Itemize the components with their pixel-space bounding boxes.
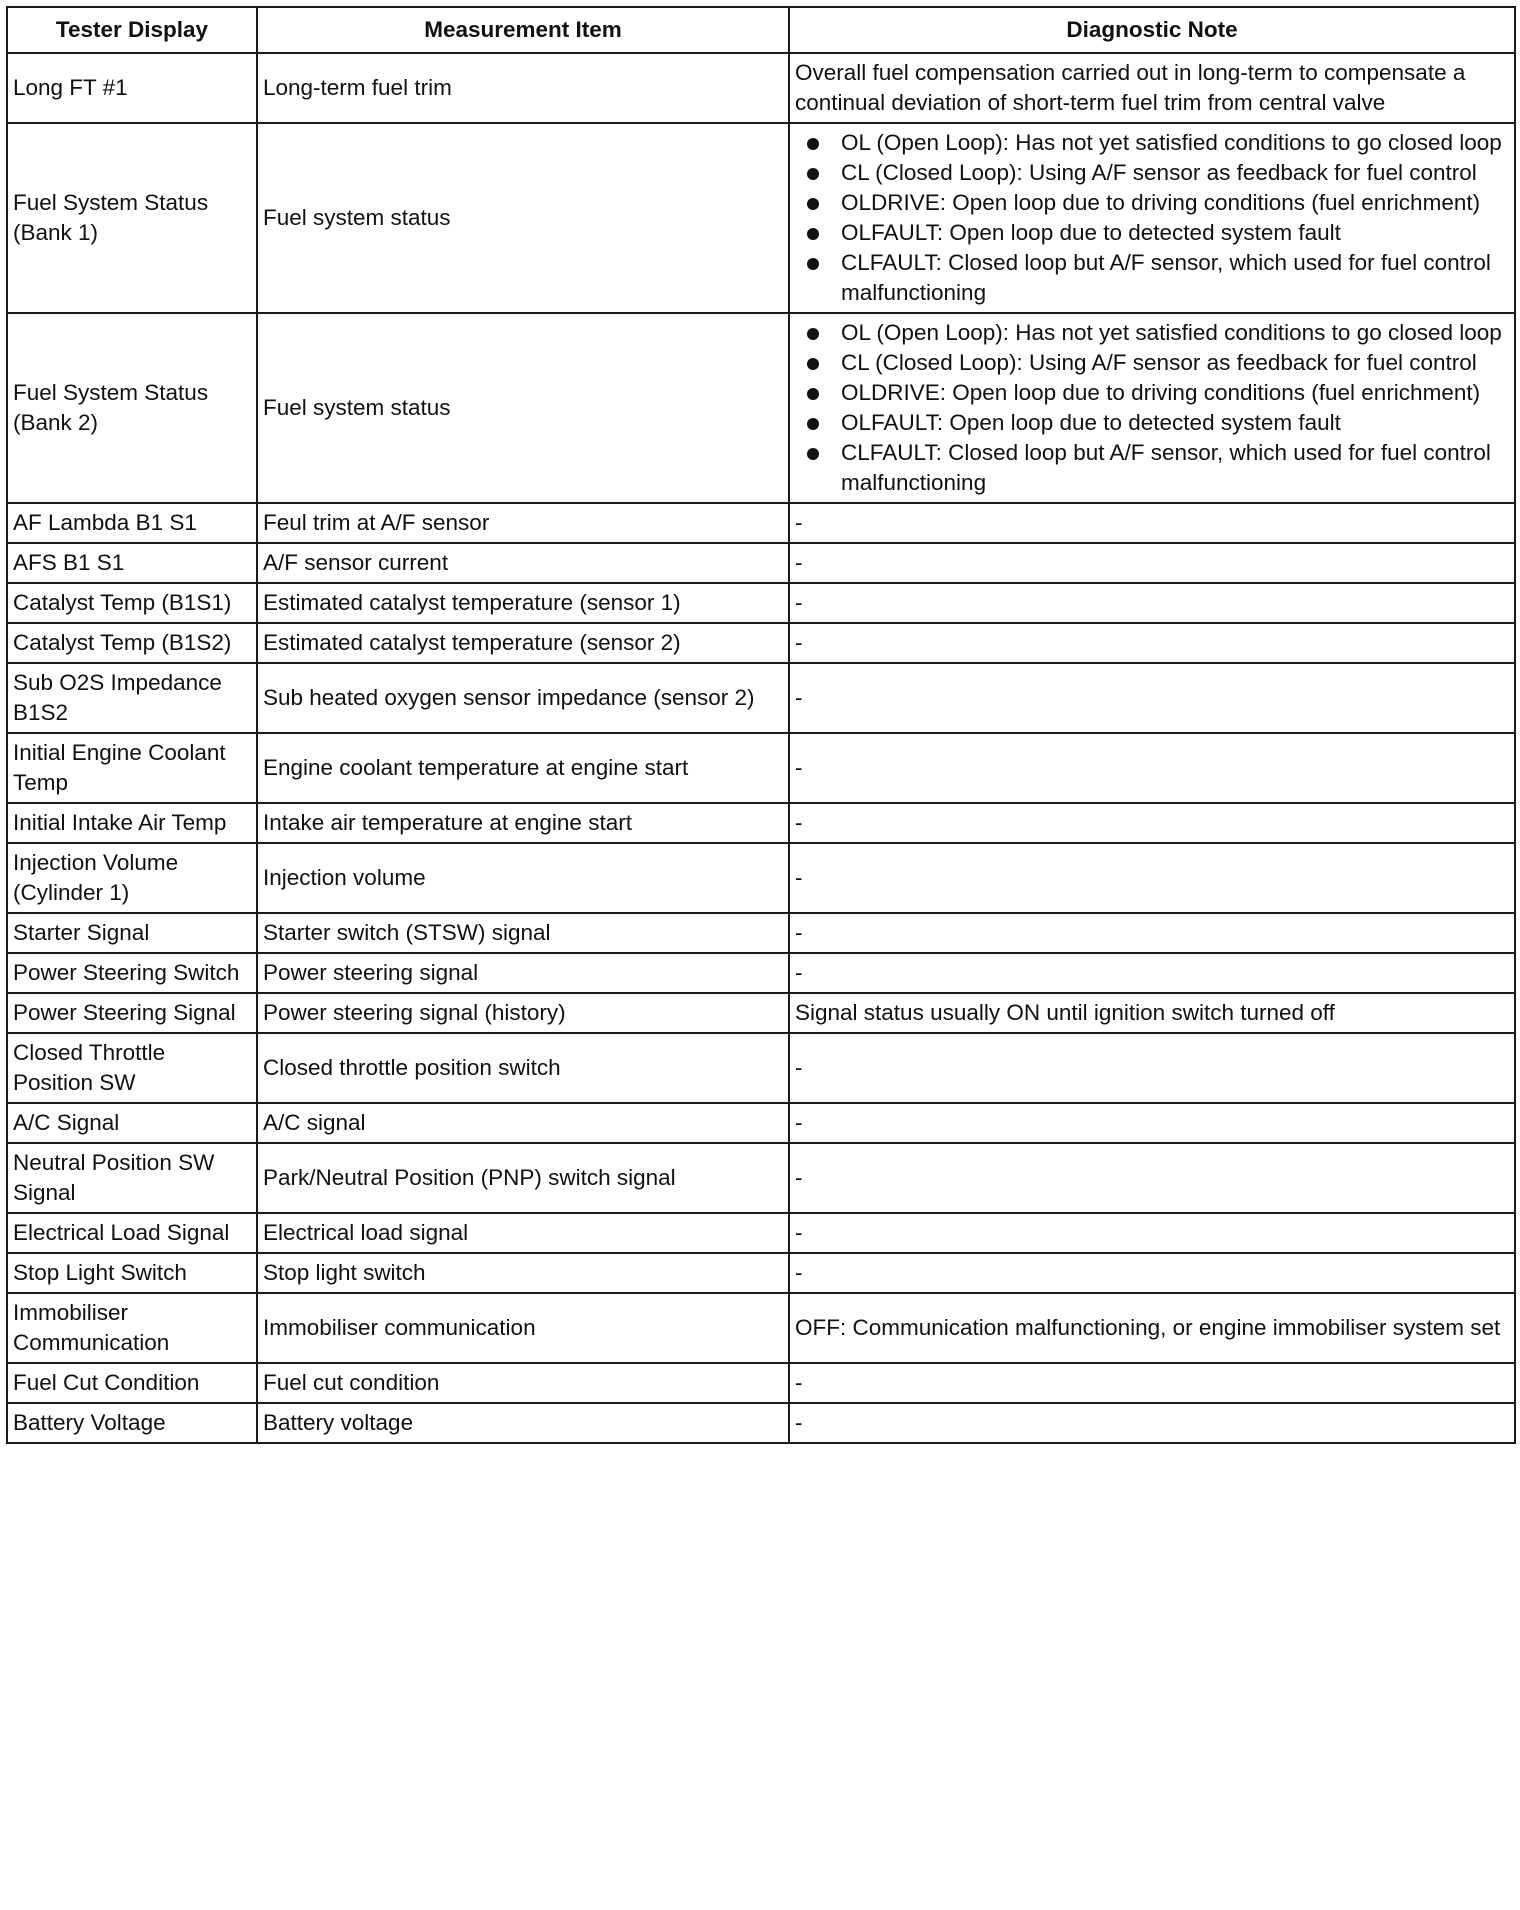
cell-tester-display: Battery Voltage — [7, 1403, 257, 1443]
cell-diagnostic-note: - — [789, 953, 1515, 993]
cell-tester-display: Initial Engine Coolant Temp — [7, 733, 257, 803]
table-row — [7, 843, 1515, 913]
bullet-text: OL (Open Loop): Has not yet satisfied conditions to go closed loop — [841, 130, 1502, 155]
list-item — [841, 408, 1509, 438]
cell-tester-display: Fuel System Status (Bank 1) — [7, 123, 257, 313]
cell-tester-display: Stop Light Switch — [7, 1253, 257, 1293]
cell-measurement-item: Electrical load signal — [257, 1213, 789, 1253]
bullet-text: OLDRIVE: Open loop due to driving conditions (fuel enrichment) — [841, 190, 1481, 215]
cell-measurement-item: Closed throttle position switch — [257, 1033, 789, 1103]
cell-diagnostic-note: - — [789, 803, 1515, 843]
table-body — [7, 53, 1515, 1443]
bullet-icon — [807, 228, 819, 240]
note-bullet-list — [795, 128, 1509, 308]
cell-diagnostic-note: - — [789, 1213, 1515, 1253]
bullet-icon — [807, 198, 819, 210]
cell-diagnostic-note: OFF: Communication malfunctioning, or engine immobiliser system set — [789, 1293, 1515, 1363]
cell-measurement-item: Fuel system status — [257, 313, 789, 503]
bullet-text: CL (Closed Loop): Using A/F sensor as feedback for fuel control — [841, 160, 1477, 185]
cell-tester-display: A/C Signal — [7, 1103, 257, 1143]
cell-tester-display: Power Steering Signal — [7, 993, 257, 1033]
cell-tester-display: AF Lambda B1 S1 — [7, 503, 257, 543]
cell-diagnostic-note: - — [789, 1143, 1515, 1213]
cell-tester-display: Immobiliser Communication — [7, 1293, 257, 1363]
table-row — [7, 1143, 1515, 1213]
table-row — [7, 1213, 1515, 1253]
table-row — [7, 583, 1515, 623]
header-measurement-item: Measurement Item — [257, 7, 789, 53]
cell-tester-display: Injection Volume (Cylinder 1) — [7, 843, 257, 913]
bullet-icon — [807, 168, 819, 180]
cell-diagnostic-note: Signal status usually ON until ignition switch turned off — [789, 993, 1515, 1033]
bullet-text: OLFAULT: Open loop due to detected system fault — [841, 220, 1341, 245]
cell-measurement-item: Sub heated oxygen sensor impedance (sensor 2) — [257, 663, 789, 733]
table-row — [7, 1293, 1515, 1363]
cell-diagnostic-note: - — [789, 623, 1515, 663]
bullet-text: CLFAULT: Closed loop but A/F sensor, which used for fuel control malfunctioning — [841, 250, 1491, 305]
cell-measurement-item: Injection volume — [257, 843, 789, 913]
cell-tester-display: AFS B1 S1 — [7, 543, 257, 583]
bullet-text: OLFAULT: Open loop due to detected system fault — [841, 410, 1341, 435]
table-row — [7, 803, 1515, 843]
bullet-text: CL (Closed Loop): Using A/F sensor as feedback for fuel control — [841, 350, 1477, 375]
list-item — [841, 218, 1509, 248]
table-row — [7, 1253, 1515, 1293]
cell-diagnostic-note: - — [789, 1253, 1515, 1293]
list-item — [841, 248, 1509, 308]
cell-measurement-item: Long-term fuel trim — [257, 53, 789, 123]
cell-diagnostic-note: - — [789, 913, 1515, 953]
cell-measurement-item: Immobiliser communication — [257, 1293, 789, 1363]
bullet-icon — [807, 138, 819, 150]
cell-diagnostic-note: - — [789, 1403, 1515, 1443]
cell-tester-display: Power Steering Switch — [7, 953, 257, 993]
table-row — [7, 1033, 1515, 1103]
cell-measurement-item: Estimated catalyst temperature (sensor 1) — [257, 583, 789, 623]
cell-measurement-item: Power steering signal — [257, 953, 789, 993]
bullet-icon — [807, 418, 819, 430]
cell-tester-display: Catalyst Temp (B1S1) — [7, 583, 257, 623]
list-item — [841, 158, 1509, 188]
cell-diagnostic-note: - — [789, 1033, 1515, 1103]
cell-diagnostic-note: - — [789, 543, 1515, 583]
cell-measurement-item: Engine coolant temperature at engine start — [257, 733, 789, 803]
table-row — [7, 53, 1515, 123]
table-row — [7, 913, 1515, 953]
table-row — [7, 543, 1515, 583]
cell-measurement-item: Battery voltage — [257, 1403, 789, 1443]
cell-diagnostic-note: - — [789, 583, 1515, 623]
cell-tester-display: Fuel System Status (Bank 2) — [7, 313, 257, 503]
cell-diagnostic-note: - — [789, 503, 1515, 543]
bullet-text: OL (Open Loop): Has not yet satisfied conditions to go closed loop — [841, 320, 1502, 345]
list-item — [841, 188, 1509, 218]
table-row — [7, 663, 1515, 733]
cell-diagnostic-note — [789, 313, 1515, 503]
bullet-icon — [807, 258, 819, 270]
data-list-table — [6, 6, 1516, 1444]
cell-measurement-item: Fuel cut condition — [257, 1363, 789, 1403]
cell-tester-display: Sub O2S Impedance B1S2 — [7, 663, 257, 733]
cell-measurement-item: Fuel system status — [257, 123, 789, 313]
list-item — [841, 378, 1509, 408]
cell-measurement-item: Power steering signal (history) — [257, 993, 789, 1033]
cell-diagnostic-note: - — [789, 1363, 1515, 1403]
cell-tester-display: Neutral Position SW Signal — [7, 1143, 257, 1213]
bullet-text: CLFAULT: Closed loop but A/F sensor, which used for fuel control malfunctioning — [841, 440, 1491, 495]
table-row — [7, 623, 1515, 663]
cell-tester-display: Starter Signal — [7, 913, 257, 953]
table-row — [7, 313, 1515, 503]
list-item — [841, 128, 1509, 158]
cell-measurement-item: Starter switch (STSW) signal — [257, 913, 789, 953]
table-row — [7, 1103, 1515, 1143]
cell-diagnostic-note: - — [789, 733, 1515, 803]
table-row — [7, 1403, 1515, 1443]
list-item — [841, 318, 1509, 348]
cell-tester-display: Fuel Cut Condition — [7, 1363, 257, 1403]
bullet-icon — [807, 358, 819, 370]
list-item — [841, 438, 1509, 498]
cell-diagnostic-note: - — [789, 843, 1515, 913]
bullet-text: OLDRIVE: Open loop due to driving conditions (fuel enrichment) — [841, 380, 1481, 405]
note-bullet-list — [795, 318, 1509, 498]
cell-diagnostic-note — [789, 123, 1515, 313]
table-row — [7, 953, 1515, 993]
cell-diagnostic-note: - — [789, 663, 1515, 733]
bullet-icon — [807, 388, 819, 400]
cell-tester-display: Closed Throttle Position SW — [7, 1033, 257, 1103]
cell-measurement-item: Intake air temperature at engine start — [257, 803, 789, 843]
cell-tester-display: Long FT #1 — [7, 53, 257, 123]
table-row — [7, 1363, 1515, 1403]
table-row — [7, 733, 1515, 803]
header-tester-display: Tester Display — [7, 7, 257, 53]
cell-measurement-item: A/C signal — [257, 1103, 789, 1143]
page — [6, 6, 1514, 1444]
cell-tester-display: Initial Intake Air Temp — [7, 803, 257, 843]
cell-measurement-item: Estimated catalyst temperature (sensor 2) — [257, 623, 789, 663]
table-row — [7, 123, 1515, 313]
cell-measurement-item: A/F sensor current — [257, 543, 789, 583]
header-diagnostic-note: Diagnostic Note — [789, 7, 1515, 53]
header-row — [7, 7, 1515, 53]
table-row — [7, 993, 1515, 1033]
table-row — [7, 503, 1515, 543]
cell-measurement-item: Feul trim at A/F sensor — [257, 503, 789, 543]
bullet-icon — [807, 328, 819, 340]
cell-measurement-item: Stop light switch — [257, 1253, 789, 1293]
cell-diagnostic-note: - — [789, 1103, 1515, 1143]
cell-diagnostic-note: Overall fuel compensation carried out in long-term to compensate a continual deviation of short-term fuel trim from central valve — [789, 53, 1515, 123]
cell-measurement-item: Park/Neutral Position (PNP) switch signal — [257, 1143, 789, 1213]
cell-tester-display: Electrical Load Signal — [7, 1213, 257, 1253]
cell-tester-display: Catalyst Temp (B1S2) — [7, 623, 257, 663]
bullet-icon — [807, 448, 819, 460]
list-item — [841, 348, 1509, 378]
